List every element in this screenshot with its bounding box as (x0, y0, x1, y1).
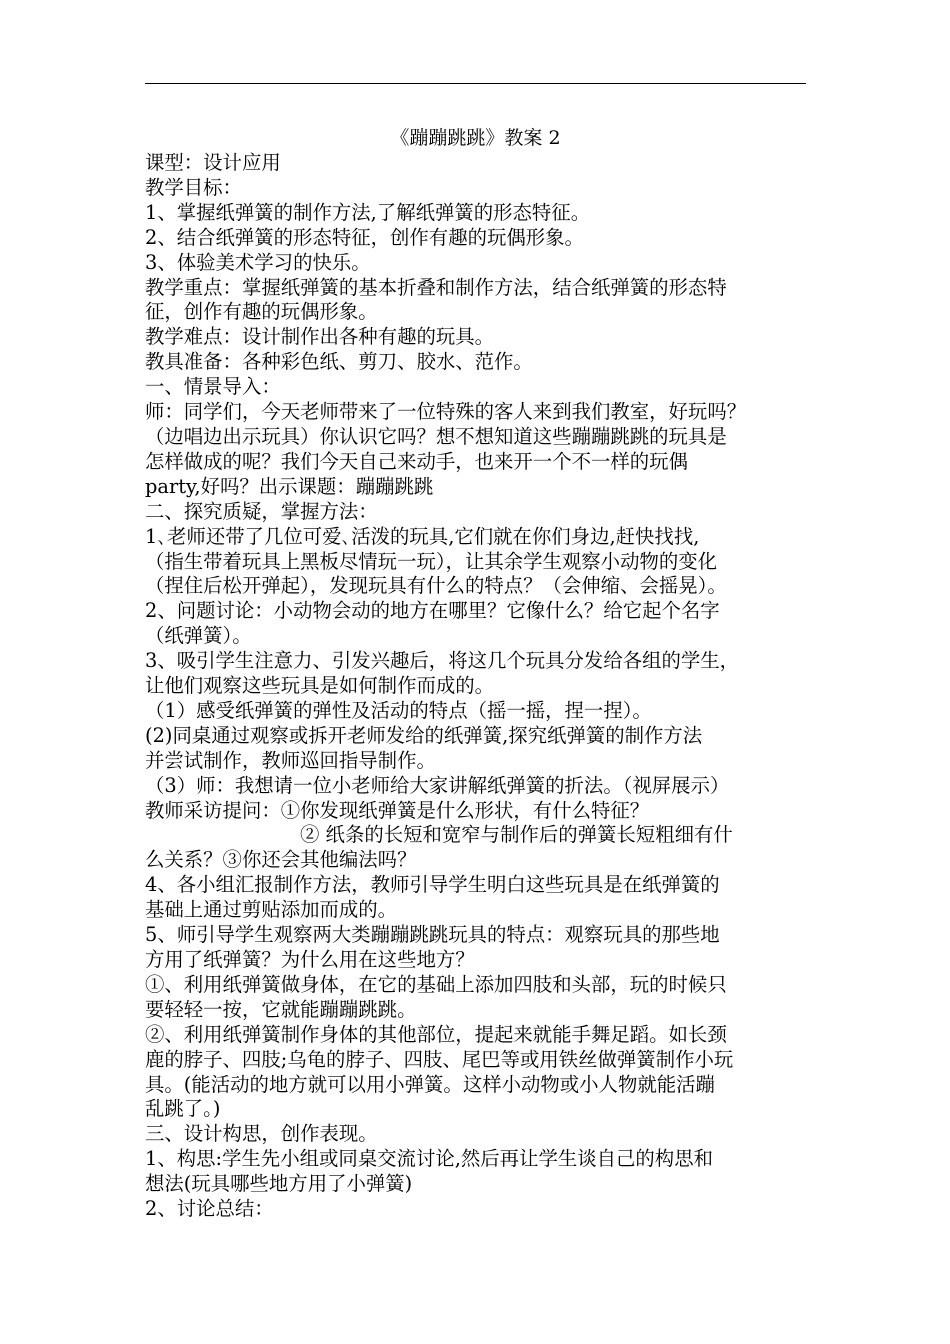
text-line: 想法(玩具哪些地方用了小弹簧) (145, 1172, 413, 1196)
text-line: ②、利用纸弹簧制作身体的其他部位，提起来就能手舞足蹈。如长颈 (145, 1022, 727, 1046)
text-line: 具。(能活动的地方就可以用小弹簧。这样小动物或小人物就能活蹦 (145, 1072, 715, 1096)
text-line: 教具准备：各种彩色纸、剪刀、胶水、范作。 (145, 350, 533, 374)
text-line: 征，创作有趣的玩偶形象。 (145, 300, 378, 324)
document-body (145, 151, 806, 1222)
text-line: 三、设计构思，创作表现。 (145, 1122, 378, 1146)
text-line: 3、吸引学生注意力、引发兴趣后，将这几个玩具分发给各组的学生， (145, 649, 740, 673)
text-line: （纸弹簧）。 (145, 624, 252, 648)
text-line: (2)同桌通过观察或拆开老师发给的纸弹簧,探究纸弹簧的制作方法 (145, 723, 703, 747)
text-line: 一、情景导入： (145, 375, 281, 399)
text-line: 1、构思:学生先小组或同桌交流讨论,然后再让学生谈自己的构思和 (145, 1147, 713, 1171)
text-line: 方用了纸弹簧？为什么用在这些地方？ (145, 948, 475, 971)
text-line: （1）感受纸弹簧的弹性及活动的特点（摇一摇，捏一捏）。 (145, 698, 652, 722)
text-line: 教学目标： (145, 175, 242, 199)
text-line: 么关系？③你还会其他编法吗？ (145, 848, 417, 872)
text-line: 二、探究质疑，掌握方法： (145, 499, 378, 523)
text-line: 教学难点：设计制作出各种有趣的玩具。 (145, 325, 495, 349)
text-line: 2、结合纸弹簧的形态特征，创作有趣的玩偶形象。 (145, 225, 584, 249)
text-line: （指生带着玩具上黑板尽情玩一玩），让其余学生观察小动物的变化 (145, 549, 718, 573)
text-line: 鹿的脖子、四肢;乌龟的脖子、四肢、尾巴等或用铁丝做弹簧制作小玩 (145, 1047, 734, 1071)
text-line: （捏住后松开弹起），发现玩具有什么的特点？（会伸缩、会摇晃）。 (145, 574, 727, 598)
text-line: 怎样做成的呢？我们今天自己来动手，也来开一个不一样的玩偶 (145, 449, 688, 473)
text-line: 教师采访提问：①你发现纸弹簧是什么形状，有什么特征？ (145, 798, 650, 822)
text-line: ② 纸条的长短和宽窄与制作后的弹簧长短粗细有什 (300, 823, 733, 847)
text-line: （边唱边出示玩具）你认识它吗？想不想知道这些蹦蹦跳跳的玩具是 (145, 424, 727, 448)
text-line: 并尝试制作，教师巡回指导制作。 (145, 748, 436, 772)
text-line: 1､老师还带了几位可爱､活泼的玩具,它们就在你们身边,赶快找找, (145, 524, 700, 548)
text-line: 师：同学们，今天老师带来了一位特殊的客人来到我们教室，好玩吗？ (145, 400, 747, 424)
text-line: 1、掌握纸弹簧的制作方法,了解纸弹簧的形态特征。 (145, 200, 591, 224)
text-line: 让他们观察这些玩具是如何制作而成的。 (145, 674, 495, 698)
text-line: 乱跳了。) (145, 1097, 221, 1121)
text-line: （3）师：我想请一位小老师给大家讲解纸弹簧的折法。（视屏展示） (145, 773, 730, 797)
text-line: 3、体验美术学习的快乐。 (145, 250, 371, 274)
text-line: ①、利用纸弹簧做身体，在它的基础上添加四肢和头部，玩的时候只 (145, 972, 727, 996)
text-line: 2、讨论总结： (145, 1197, 274, 1221)
text-line: 2、问题讨论：小动物会动的地方在哪里？它像什么？给它起个名字 (145, 599, 720, 623)
text-line: party,好吗？出示课题：蹦蹦跳跳 (145, 474, 434, 498)
text-line: 4、各小组汇报制作方法，教师引导学生明白这些玩具是在纸弹簧的 (145, 873, 720, 897)
document-title: 《蹦蹦跳跳》教案 2 (390, 127, 561, 149)
text-line: 教学重点：掌握纸弹簧的基本折叠和制作方法，结合纸弹簧的形态特 (145, 275, 727, 299)
header-rule (145, 83, 806, 84)
text-line: 要轻轻一按，它就能蹦蹦跳跳。 (145, 997, 417, 1021)
text-line: 课型：设计应用 (145, 151, 281, 174)
text-line: 基础上通过剪贴添加而成的。 (145, 898, 398, 922)
text-line: 5、师引导学生观察两大类蹦蹦跳跳玩具的特点：观察玩具的那些地 (145, 923, 720, 947)
